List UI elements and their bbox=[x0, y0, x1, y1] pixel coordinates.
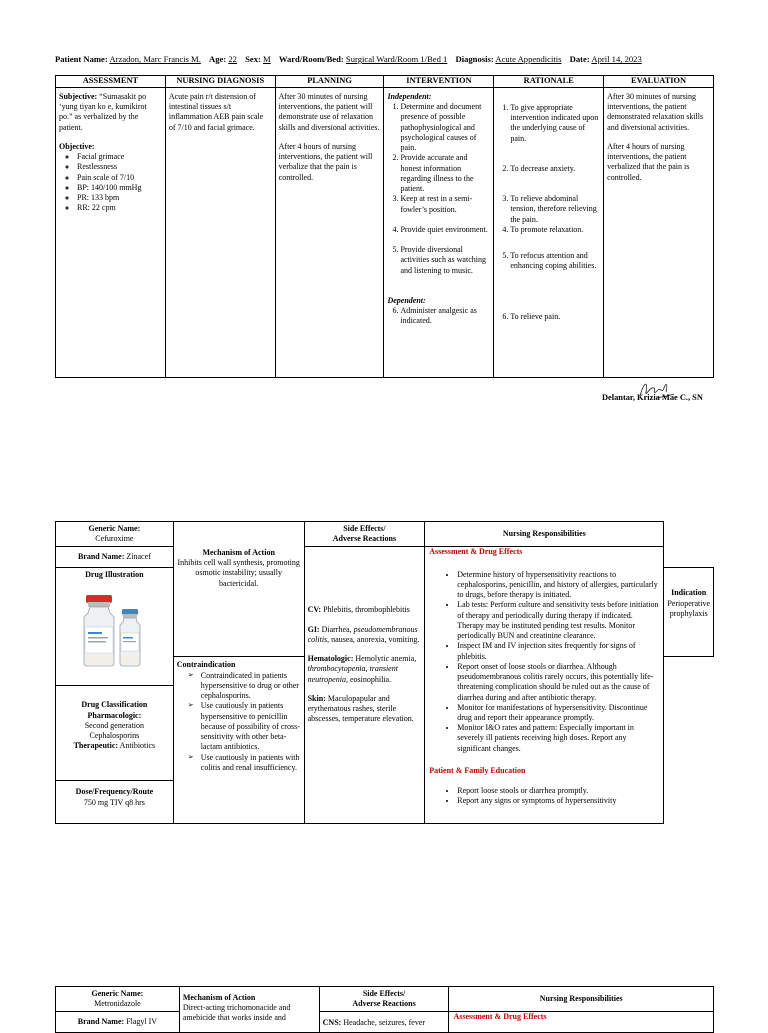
evaluation-cell bbox=[604, 88, 714, 378]
col-nursing-diagnosis: NURSING DIAGNOSIS bbox=[165, 76, 275, 88]
col-rationale: RATIONALE bbox=[494, 76, 604, 88]
list-item: ◦ Restlessness bbox=[77, 162, 162, 172]
nursing-diagnosis-cell bbox=[165, 88, 275, 378]
mechanism-text-2: Direct-acting trichomonacide and amebicide that works inside and bbox=[182, 1003, 291, 1023]
side-effects-header-2 bbox=[319, 987, 449, 1012]
list-item: 2. Provide accurate and honest information regarding illness to the patient. bbox=[400, 153, 490, 194]
objective-label: Objective: bbox=[59, 141, 95, 151]
indication-cell bbox=[664, 568, 714, 657]
dependent-intervention-list bbox=[387, 306, 490, 326]
illustration-label: Drug Illustration bbox=[85, 570, 144, 580]
subjective-text: “Sumasakit po ‘yung tiyan ko e, kumikirot po.” as verbalized by the patient. bbox=[59, 92, 147, 132]
list-item: 3. Keep at rest in a semi-fowler’s position. bbox=[400, 194, 490, 214]
list-item: 1. To give appropriate intervention indicated upon the underlying cause of pain. bbox=[510, 103, 600, 144]
list-item: ◦ Pain scale of 7/10 bbox=[77, 173, 162, 183]
rationale-list bbox=[497, 103, 600, 322]
generic-name-value: Cefuroxime bbox=[95, 534, 134, 544]
list-item: • Report loose stools or diarrhea promptly. bbox=[457, 786, 659, 796]
list-item: ◦ Facial grimace bbox=[77, 152, 162, 162]
col-evaluation: EVALUATION bbox=[604, 76, 714, 88]
generic-name-cell-2 bbox=[56, 987, 180, 1012]
list-item: • Report onset of loose stools or diarrhea. Although pseudomembranous colitis rarely occurs, this potentially life-threatening complication should be ruled out as the cause of diarrhea during and after antibiotic therapy. bbox=[457, 662, 659, 703]
skin-text: Maculopapular and erythematous rashes, sterile abscesses, temperature elevation. bbox=[307, 693, 414, 724]
pharmacologic-label: Pharmacologic: bbox=[87, 710, 142, 720]
hematologic-text-b: thrombocytopenia, transient neutropenia bbox=[307, 664, 398, 684]
hematologic-text-a: Hemolytic anemia, bbox=[353, 654, 417, 664]
list-item: • Monitor I&O rates and pattern: Especially important in severely ill patients receiving high doses. Report any significant changes. bbox=[457, 723, 659, 754]
side-effects-cell bbox=[304, 547, 425, 824]
nursing-responsibilities-header-2 bbox=[449, 987, 714, 1012]
mechanism-label-2: Mechanism of Action bbox=[182, 993, 256, 1002]
list-item: 6. Administer analgesic as indicated. bbox=[400, 306, 490, 326]
cns-label: CNS: bbox=[322, 1018, 342, 1028]
sex-label: Sex: bbox=[245, 54, 261, 64]
therapeutic-label: Therapeutic: bbox=[73, 741, 119, 751]
col-assessment: ASSESSMENT bbox=[56, 76, 166, 88]
generic-name-cell bbox=[56, 522, 174, 547]
diagnosis-label: Diagnosis: bbox=[455, 54, 494, 64]
planning-text-1: After 30 minutes of nursing interventions, the patient will demonstrate use of relaxation skills and diversional activities. bbox=[278, 92, 380, 132]
list-item: 2. To decrease anxiety. bbox=[510, 164, 600, 174]
generic-name-label-2: Generic Name: bbox=[91, 989, 144, 998]
mechanism-cell bbox=[173, 522, 304, 657]
independent-label: Independent: bbox=[387, 92, 432, 101]
dose-cell bbox=[56, 781, 174, 824]
nursing-responsibilities-cell bbox=[425, 547, 664, 824]
pharmacologic-value: Second generation Cephalosporins bbox=[84, 720, 145, 741]
therapeutic-value: Antibiotics bbox=[118, 741, 156, 751]
generic-name-label: Generic Name: bbox=[88, 524, 141, 533]
patient-name-value: Arzadon, Marc Francis M. bbox=[109, 54, 201, 64]
list-item: • Determine history of hypersensitivity reactions to cephalosporins, penicillin, and history of allergies, particularly to drugs, before therapy is initiated. bbox=[457, 570, 659, 601]
contraindication-list bbox=[177, 671, 301, 773]
brand-name-value-2: Flagyl IV bbox=[124, 1017, 158, 1027]
education-heading: Patient & Family Education bbox=[429, 765, 526, 775]
list-item: ◦ PR: 133 bpm bbox=[77, 193, 162, 203]
intervention-cell bbox=[384, 88, 494, 378]
ncp-header-row bbox=[56, 76, 714, 88]
side-effects-cell-2 bbox=[319, 1012, 449, 1033]
gi-text-b: pseudomembranous colitis bbox=[307, 624, 418, 644]
list-item: 5. To refocus attention and enhancing coping abilities. bbox=[510, 251, 600, 271]
brand-name-label-2: Brand Name: bbox=[77, 1017, 125, 1027]
gi-text-c: , nausea, anorexia, vomiting. bbox=[327, 634, 420, 644]
nursing-responsibilities-label-2: Nursing Responsibilities bbox=[539, 994, 623, 1004]
vial-illustration-icon bbox=[78, 591, 150, 667]
gi-label: GI: bbox=[307, 624, 320, 634]
nursing-responsibilities-cell-2 bbox=[449, 1012, 714, 1033]
assessment-heading: Assessment & Drug Effects bbox=[429, 547, 523, 557]
planning-text-2: After 4 hours of nursing interventions, the patient will verbalize that the pain is controlled. bbox=[278, 141, 373, 182]
list-item: 5. Provide diversional activities such as watching and listening to music. bbox=[400, 245, 490, 276]
assessment-cell bbox=[56, 88, 166, 378]
list-item: ◦ RR: 22 cpm bbox=[77, 203, 162, 213]
education-list bbox=[429, 786, 659, 806]
nursing-care-plan-table bbox=[55, 75, 714, 378]
side-effects-label: Side Effects/ Adverse Reactions bbox=[332, 524, 397, 544]
drug-study-table-2 bbox=[55, 986, 714, 1033]
list-item: • Monitor for manifestations of hypersensitivity. Discontinue drug and report their appearance promptly. bbox=[457, 703, 659, 723]
date-label: Date: bbox=[569, 54, 590, 64]
mechanism-cell-2 bbox=[179, 987, 319, 1033]
list-item: • Lab tests: Perform culture and sensitivity tests before initiation of therapy and periodically during therapy if indicated. Therapy may be instituted pending test results. Monitor periodically BUN and creatinine clearance. bbox=[457, 600, 659, 641]
brand-name-value: Zinacef bbox=[124, 552, 151, 562]
patient-header bbox=[55, 54, 648, 64]
side-effects-header bbox=[304, 522, 425, 547]
planning-cell bbox=[275, 88, 384, 378]
cns-text: Headache, seizures, fever bbox=[341, 1018, 426, 1028]
list-item: • Inspect IM and IV injection sites frequently for signs of phlebitis. bbox=[457, 641, 659, 661]
date-value: April 14, 2023 bbox=[591, 54, 642, 64]
age-value: 22 bbox=[228, 54, 237, 64]
indication-label: Indication bbox=[671, 588, 707, 598]
classification-label: Drug Classification bbox=[81, 700, 148, 710]
mechanism-text: Inhibits cell wall synthesis, promoting osmotic instability; usually bactericidal. bbox=[177, 558, 300, 588]
brand-name-cell-2 bbox=[56, 1012, 180, 1033]
list-item: • Report any signs or symptoms of hypersensitivity bbox=[457, 796, 659, 806]
sex-value: M bbox=[263, 54, 271, 64]
dose-label: Dose/Frequency/Route bbox=[75, 787, 154, 797]
list-item: ◦ BP: 140/100 mmHg bbox=[77, 183, 162, 193]
drug-study-table-1 bbox=[55, 521, 714, 824]
nursing-diagnosis-text: Acute pain r/t distension of intestinal tissues s/t inflammation AEB pain scale of 7/10 and facial grimace. bbox=[168, 92, 264, 132]
assessment-list bbox=[429, 570, 659, 754]
indication-text: Perioperative prophylaxis bbox=[667, 598, 710, 618]
patient-name-label: Patient Name: bbox=[55, 54, 108, 64]
ward-value: Surgical Ward/Room 1/Bed 1 bbox=[345, 54, 448, 64]
list-item: ➢ Use cautiously in patients hypersensitive to penicillin because of possibility of cross-sensitivity with other beta-lactam antibiotics. bbox=[201, 701, 301, 752]
nursing-responsibilities-header bbox=[425, 522, 664, 547]
assessment-heading-2: Assessment & Drug Effects bbox=[453, 1012, 547, 1022]
rationale-cell bbox=[494, 88, 604, 378]
hematologic-text-c: , eosinophilia. bbox=[345, 674, 392, 684]
contraindication-label: Contraindication bbox=[176, 660, 236, 670]
illustration-cell bbox=[56, 568, 174, 686]
evaluation-text-2: After 4 hours of nursing interventions, the patient verbalized that the pain is controlled. bbox=[607, 141, 690, 182]
diagnosis-value: Acute Appendicitis bbox=[495, 54, 562, 64]
subjective-label: Subjective: bbox=[59, 92, 98, 101]
signature-name: Delantar, Krizia Mae C., SN bbox=[602, 393, 703, 402]
classification-cell bbox=[56, 686, 174, 781]
ncp-body-row bbox=[56, 88, 714, 378]
intervention-list bbox=[387, 102, 490, 276]
col-planning: PLANNING bbox=[275, 76, 384, 88]
dose-value: 750 mg TIV q8 hrs bbox=[83, 797, 145, 807]
list-item: ➢ Contraindicated in patients hypersensitive to drug or other cephalosporins. bbox=[201, 671, 301, 702]
skin-label: Skin: bbox=[307, 693, 326, 703]
hematologic-label: Hematologic: bbox=[307, 654, 354, 664]
mechanism-label: Mechanism of Action bbox=[202, 548, 275, 557]
brand-name-label: Brand Name: bbox=[77, 552, 125, 562]
cv-label: CV: bbox=[307, 605, 322, 615]
cv-text: Phlebitis, thrombophlebitis bbox=[321, 605, 410, 615]
age-label: Age: bbox=[209, 54, 227, 64]
generic-name-value-2: Metronidazole bbox=[94, 999, 141, 1009]
list-item: ➢ Use cautiously in patients with colitis and renal insufficiency. bbox=[201, 753, 301, 773]
ward-label: Ward/Room/Bed: bbox=[278, 54, 344, 64]
gi-text-a: Diarrhea, bbox=[319, 624, 354, 634]
list-item: 1. Determine and document presence of possible pathophysiological and psychological causes of pain. bbox=[400, 102, 490, 153]
objective-list bbox=[59, 152, 162, 213]
evaluation-text-1: After 30 minutes of nursing interventions, the patient demonstrated relaxation skills and diversional activities. bbox=[607, 92, 704, 132]
nursing-responsibilities-label: Nursing Responsibilities bbox=[502, 529, 586, 539]
list-item: 4. To promote relaxation. bbox=[510, 225, 600, 235]
side-effects-label-2: Side Effects/ Adverse Reactions bbox=[352, 989, 416, 1009]
list-item: 3. To relieve abdominal tension, therefore relieving the pain. bbox=[510, 194, 600, 225]
list-item: 4. Provide quiet environment. bbox=[400, 225, 490, 235]
list-item: 6. To relieve pain. bbox=[510, 312, 600, 322]
brand-name-cell bbox=[56, 547, 174, 568]
contraindication-cell bbox=[173, 657, 304, 824]
col-intervention: INTERVENTION bbox=[384, 76, 494, 88]
dependent-label: Dependent: bbox=[387, 295, 426, 305]
